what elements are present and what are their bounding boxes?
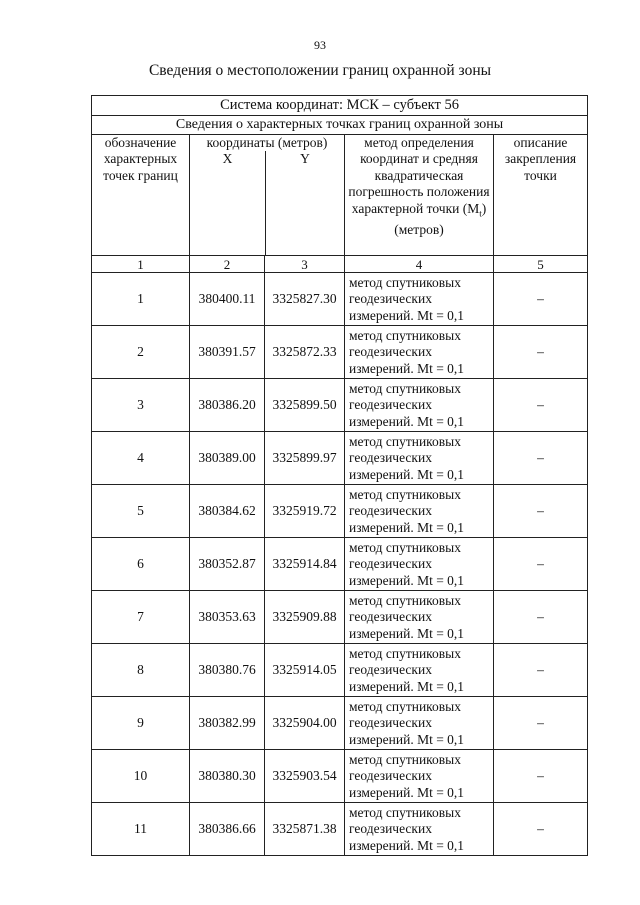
y-coordinate-cell: 3325914.05 [265, 644, 345, 697]
method-cell: метод спутниковых геодезических измерений. Mt = 0,1 [345, 644, 494, 697]
header-point-designation: обозначение характерных точек границ [92, 135, 190, 256]
y-coordinate-cell: 3325909.88 [265, 591, 345, 644]
x-coordinate-cell: 380384.62 [190, 485, 265, 538]
y-coordinate-cell: 3325914.84 [265, 538, 345, 591]
header-coordinates [190, 135, 345, 256]
x-coordinate-cell: 380380.30 [190, 750, 265, 803]
header-method-subscript: t [479, 208, 482, 219]
point-number-cell: 7 [92, 591, 190, 644]
description-cell: – [494, 485, 588, 538]
document-title: Сведения о местоположении границ охранной зоны [148, 62, 492, 79]
description-cell: – [494, 432, 588, 485]
table-row [92, 644, 588, 697]
section-title: Сведения о характерных точках границ охранной зоны [92, 116, 588, 135]
column-number: 5 [494, 256, 588, 273]
description-cell: – [494, 326, 588, 379]
page-number: 93 [314, 38, 326, 52]
method-cell: метод спутниковых геодезических измерений. Mt = 0,1 [345, 485, 494, 538]
header-method-suffix: ) (метров) [394, 200, 487, 237]
method-cell: метод спутниковых геодезических измерений. Mt = 0,1 [345, 803, 494, 856]
header-x: X [190, 151, 266, 255]
point-number-cell: 9 [92, 697, 190, 750]
x-coordinate-cell: 380386.20 [190, 379, 265, 432]
method-cell: метод спутниковых геодезических измерений. Mt = 0,1 [345, 326, 494, 379]
method-cell: метод спутниковых геодезических измерений. Mt = 0,1 [345, 591, 494, 644]
x-coordinate-cell: 380391.57 [190, 326, 265, 379]
point-number-cell: 5 [92, 485, 190, 538]
y-coordinate-cell: 3325919.72 [265, 485, 345, 538]
y-coordinate-cell: 3325827.30 [265, 273, 345, 326]
point-number-cell: 10 [92, 750, 190, 803]
section-title-row [92, 116, 588, 135]
column-number: 1 [92, 256, 190, 273]
coordinate-system-row [92, 96, 588, 116]
point-number-cell: 1 [92, 273, 190, 326]
point-number-cell: 8 [92, 644, 190, 697]
table-row [92, 379, 588, 432]
table-row [92, 750, 588, 803]
header-coordinates-label: координаты (метров) [206, 135, 328, 150]
x-coordinate-cell: 380380.76 [190, 644, 265, 697]
description-cell: – [494, 591, 588, 644]
description-cell: – [494, 750, 588, 803]
x-coordinate-cell: 380386.66 [190, 803, 265, 856]
y-coordinate-cell: 3325904.00 [265, 697, 345, 750]
point-number-cell: 11 [92, 803, 190, 856]
point-number-cell: 2 [92, 326, 190, 379]
method-cell: метод спутниковых геодезических измерений. Mt = 0,1 [345, 432, 494, 485]
description-cell: – [494, 644, 588, 697]
description-cell: – [494, 273, 588, 326]
x-coordinate-cell: 380400.11 [190, 273, 265, 326]
header-row [92, 135, 588, 256]
x-coordinate-cell: 380389.00 [190, 432, 265, 485]
x-coordinate-cell: 380382.99 [190, 697, 265, 750]
table-row [92, 485, 588, 538]
table-row [92, 538, 588, 591]
x-coordinate-cell: 380353.63 [190, 591, 265, 644]
method-cell: метод спутниковых геодезических измерений. Mt = 0,1 [345, 538, 494, 591]
y-coordinate-cell: 3325899.97 [265, 432, 345, 485]
y-coordinate-cell: 3325871.38 [265, 803, 345, 856]
method-cell: метод спутниковых геодезических измерений. Mt = 0,1 [345, 697, 494, 750]
description-cell: – [494, 379, 588, 432]
table-row [92, 326, 588, 379]
description-cell: – [494, 697, 588, 750]
boundary-points-table [91, 95, 588, 856]
point-number-cell: 3 [92, 379, 190, 432]
table-row [92, 273, 588, 326]
point-number-cell: 4 [92, 432, 190, 485]
point-number-cell: 6 [92, 538, 190, 591]
column-number: 4 [345, 256, 494, 273]
column-number: 3 [265, 256, 345, 273]
description-cell: – [494, 538, 588, 591]
table-row [92, 803, 588, 856]
column-number-row [92, 256, 588, 273]
table-row [92, 432, 588, 485]
table-row [92, 697, 588, 750]
coordinate-system-label: Система координат: МСК – субъект 56 [92, 96, 588, 116]
column-number: 2 [190, 256, 265, 273]
header-method-prefix: метод определения координат и средняя квадратическая погрешность положения характерной точки (M [348, 135, 490, 216]
x-coordinate-cell: 380352.87 [190, 538, 265, 591]
header-y: Y [300, 151, 310, 167]
y-coordinate-cell: 3325903.54 [265, 750, 345, 803]
description-cell: – [494, 803, 588, 856]
method-cell: метод спутниковых геодезических измерений. Mt = 0,1 [345, 273, 494, 326]
header-description: описание закрепления точки [494, 135, 588, 256]
method-cell: метод спутниковых геодезических измерений. Mt = 0,1 [345, 750, 494, 803]
method-cell: метод спутниковых геодезических измерений. Mt = 0,1 [345, 379, 494, 432]
header-method [345, 135, 494, 256]
y-coordinate-cell: 3325899.50 [265, 379, 345, 432]
table-row [92, 591, 588, 644]
y-coordinate-cell: 3325872.33 [265, 326, 345, 379]
